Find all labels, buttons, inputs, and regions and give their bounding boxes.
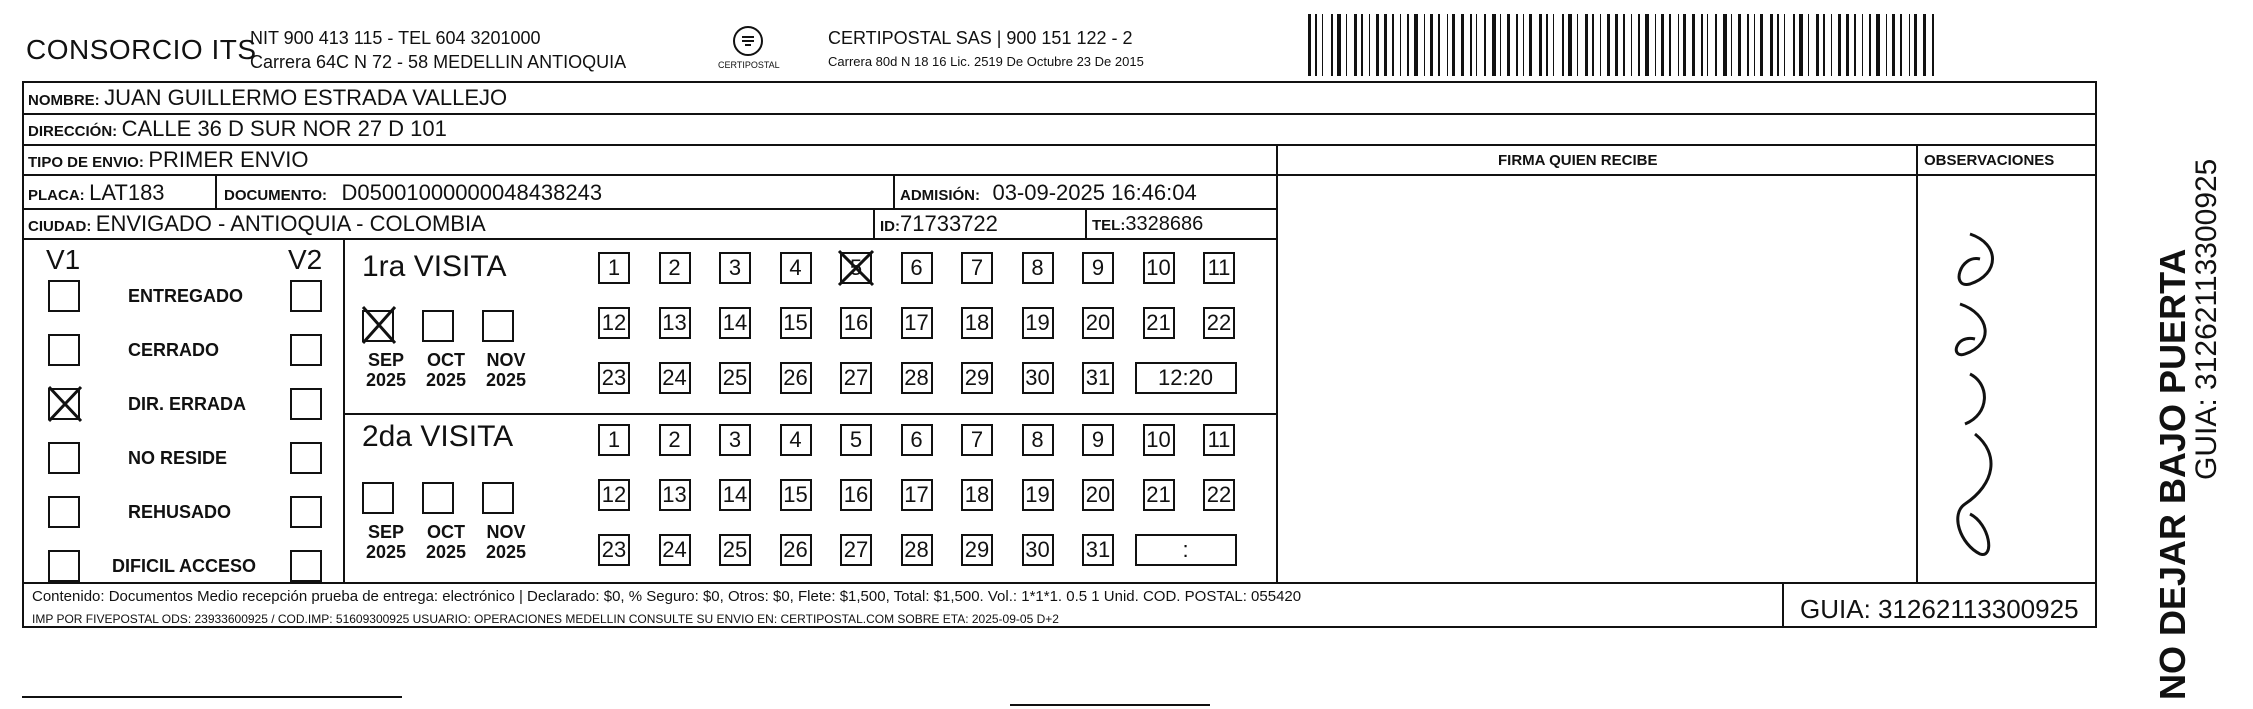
logo-icon [731, 24, 765, 58]
day-box-24[interactable]: 24 [659, 362, 691, 394]
month-checkbox-oct[interactable] [422, 310, 454, 342]
direccion-value: CALLE 36 D SUR NOR 27 D 101 [121, 116, 447, 141]
day-box-7[interactable]: 7 [961, 424, 993, 456]
row-divider [22, 144, 2097, 146]
day-box-16[interactable]: 16 [840, 479, 872, 511]
status-v2-checkbox[interactable] [290, 334, 322, 366]
footer-divider [22, 582, 2097, 584]
nombre-value: JUAN GUILLERMO ESTRADA VALLEJO [104, 85, 508, 110]
day-box-30[interactable]: 30 [1022, 534, 1054, 566]
status-v1-checkbox[interactable] [48, 496, 80, 528]
day-box-1[interactable]: 1 [598, 252, 630, 284]
day-box-23[interactable]: 23 [598, 534, 630, 566]
status-label: REHUSADO [128, 502, 232, 522]
ciudad-value: ENVIGADO - ANTIOQUIA - COLOMBIA [95, 211, 486, 236]
status-label: NO RESIDE [128, 448, 228, 468]
day-box-18[interactable]: 18 [961, 479, 993, 511]
day-box-17[interactable]: 17 [901, 479, 933, 511]
row-divider [22, 208, 1277, 210]
brand-name: CONSORCIO ITS [26, 34, 257, 65]
day-box-8[interactable]: 8 [1022, 252, 1054, 284]
day-box-18[interactable]: 18 [961, 307, 993, 339]
cell-divider [1085, 208, 1087, 238]
month-check-mark [360, 304, 398, 346]
v1-check-mark [46, 384, 84, 424]
row-divider [22, 113, 2097, 115]
month-label: NOV 2025 [485, 522, 527, 562]
day-box-28[interactable]: 28 [901, 534, 933, 566]
barcode [1308, 14, 1940, 76]
documento-cell [224, 180, 602, 206]
day-box-29[interactable]: 29 [961, 534, 993, 566]
id-value: 71733722 [900, 211, 998, 236]
row-divider [22, 174, 2097, 176]
day-box-28[interactable]: 28 [901, 362, 933, 394]
status-v2-checkbox[interactable] [290, 496, 322, 528]
tipo-label: TIPO DE ENVIO: [28, 154, 144, 171]
day-box-9[interactable]: 9 [1082, 424, 1114, 456]
id-cell [880, 211, 998, 237]
documento-value: D05001000000048438243 [341, 180, 603, 205]
status-label: DIFICIL ACCESO [112, 556, 257, 576]
day-box-5[interactable]: 5 [840, 252, 872, 284]
day-box-11[interactable]: 11 [1203, 424, 1235, 456]
visit-col-divider [343, 238, 345, 582]
nombre-label: NOMBRE: [28, 92, 100, 109]
certipostal-logo [718, 24, 778, 78]
day-box-31[interactable]: 31 [1082, 362, 1114, 394]
day-box-14[interactable]: 14 [719, 307, 751, 339]
day-box-29[interactable]: 29 [961, 362, 993, 394]
day-box-5[interactable]: 5 [840, 424, 872, 456]
day-box-26[interactable]: 26 [780, 534, 812, 566]
row-divider [22, 238, 1277, 240]
observaciones-header: OBSERVACIONES [1924, 152, 2055, 169]
col-divider [2095, 144, 2097, 582]
month-label: NOV 2025 [485, 350, 527, 390]
status-v2-checkbox[interactable] [290, 280, 322, 312]
handwritten-signature [1920, 214, 2020, 574]
footer-guia: GUIA: 31262113300925 [1800, 594, 2079, 624]
day-box-20[interactable]: 20 [1082, 307, 1114, 339]
day-box-13[interactable]: 13 [659, 307, 691, 339]
day-box-13[interactable]: 13 [659, 479, 691, 511]
status-v1-checkbox[interactable] [48, 550, 80, 582]
footer-contents: Contenido: Documentos Medio recepción prueba de entrega: electrónico | Declarado: $0, % Seguro: $0, Otros: $0, Flete: $1,500, Total: $1,500. Vol.: 1*1*1. 0.5 1 Unid. COD. POSTAL: 055420 [32, 588, 1302, 605]
time-box[interactable]: : [1135, 534, 1237, 566]
carrier-license: Carrera 80d N 18 16 Lic. 2519 De Octubre 23 De 2015 [828, 54, 1144, 69]
status-v1-checkbox[interactable] [48, 442, 80, 474]
status-label: CERRADO [128, 340, 220, 360]
day-box-27[interactable]: 27 [840, 534, 872, 566]
month-checkbox-sep[interactable] [362, 482, 394, 514]
status-label: ENTREGADO [128, 286, 244, 306]
status-label: DIR. ERRADA [128, 394, 247, 414]
day-box-2[interactable]: 2 [659, 424, 691, 456]
documento-label: DOCUMENTO: [224, 187, 328, 204]
visit2-title: 2da VISITA [362, 420, 514, 453]
cell-divider [215, 174, 217, 208]
status-v1-checkbox[interactable] [48, 334, 80, 366]
day-box-11[interactable]: 11 [1203, 252, 1235, 284]
day-box-30[interactable]: 30 [1022, 362, 1054, 394]
day-box-12[interactable]: 12 [598, 479, 630, 511]
carrier-name: CERTIPOSTAL SAS | 900 151 122 - 2 [828, 28, 1133, 48]
v1-header: V1 [46, 244, 81, 275]
day-box-17[interactable]: 17 [901, 307, 933, 339]
no-dejar-bajo-puerta: NO DEJAR BAJO PUERTA [2152, 248, 2193, 700]
tel-label: TEL: [1092, 217, 1126, 234]
admision-label: ADMISIÓN: [900, 187, 980, 204]
day-box-23[interactable]: 23 [598, 362, 630, 394]
day-box-19[interactable]: 19 [1022, 307, 1054, 339]
placa-label: PLACA: [28, 187, 85, 204]
direccion-label: DIRECCIÓN: [28, 123, 118, 140]
day-box-26[interactable]: 26 [780, 362, 812, 394]
day-box-25[interactable]: 25 [719, 362, 751, 394]
day-box-22[interactable]: 22 [1203, 479, 1235, 511]
status-v2-checkbox[interactable] [290, 388, 322, 420]
month-checkbox-nov[interactable] [482, 310, 514, 342]
placa-value: LAT183 [89, 180, 165, 205]
time-box[interactable]: 12:20 [1135, 362, 1237, 394]
month-label: OCT 2025 [425, 350, 467, 390]
visit1-title: 1ra VISITA [362, 250, 507, 283]
placa-cell [28, 180, 165, 206]
tel-value: 3328686 [1125, 213, 1204, 235]
day-box-14[interactable]: 14 [719, 479, 751, 511]
footer-guia-bottom [1782, 626, 2097, 628]
month-label: SEP 2025 [365, 522, 407, 562]
delivery-form [22, 81, 2097, 628]
day-box-9[interactable]: 9 [1082, 252, 1114, 284]
day-box-6[interactable]: 6 [901, 252, 933, 284]
carrier-info [828, 26, 1144, 74]
day-box-27[interactable]: 27 [840, 362, 872, 394]
day-box-15[interactable]: 15 [780, 479, 812, 511]
tipo-value: PRIMER ENVIO [148, 147, 309, 172]
day-box-24[interactable]: 24 [659, 534, 691, 566]
day-box-2[interactable]: 2 [659, 252, 691, 284]
logo-caption: CERTIPOSTAL [718, 60, 780, 70]
status-v2-checkbox[interactable] [290, 550, 322, 582]
day-box-10[interactable]: 10 [1143, 252, 1175, 284]
day-box-31[interactable]: 31 [1082, 534, 1114, 566]
col-divider [1276, 144, 1278, 582]
visit-divider [343, 413, 1277, 415]
side-guia: GUIA: 31262113300925 [2190, 158, 2223, 480]
day-box-6[interactable]: 6 [901, 424, 933, 456]
id-label: ID: [880, 218, 900, 235]
bottom-edge [1010, 704, 1210, 706]
month-label: OCT 2025 [425, 522, 467, 562]
month-label: SEP 2025 [365, 350, 407, 390]
day-box-4[interactable]: 4 [780, 424, 812, 456]
tel-cell [1092, 213, 1203, 236]
day-box-8[interactable]: 8 [1022, 424, 1054, 456]
company-info [250, 26, 626, 74]
day-box-15[interactable]: 15 [780, 307, 812, 339]
day-box-19[interactable]: 19 [1022, 479, 1054, 511]
v2-header: V2 [288, 244, 323, 275]
day-box-7[interactable]: 7 [961, 252, 993, 284]
status-v2-checkbox[interactable] [290, 442, 322, 474]
day-box-22[interactable]: 22 [1203, 307, 1235, 339]
bottom-edge [22, 696, 402, 698]
direccion-row [28, 116, 447, 142]
cell-divider [893, 174, 895, 208]
firma-header: FIRMA QUIEN RECIBE [1498, 152, 1658, 169]
ciudad-cell [28, 211, 486, 237]
day-check-mark [836, 248, 876, 288]
day-box-21[interactable]: 21 [1143, 479, 1175, 511]
admision-cell [900, 180, 1197, 206]
day-box-21[interactable]: 21 [1143, 307, 1175, 339]
cell-divider [873, 208, 875, 238]
day-box-20[interactable]: 20 [1082, 479, 1114, 511]
company-nit: NIT 900 413 115 - TEL 604 3201000 [250, 28, 541, 48]
ciudad-label: CIUDAD: [28, 218, 92, 235]
tipo-row [28, 147, 308, 173]
day-box-4[interactable]: 4 [780, 252, 812, 284]
admision-value: 03-09-2025 16:46:04 [992, 180, 1197, 205]
day-box-25[interactable]: 25 [719, 534, 751, 566]
footer-print-info: IMP POR FIVEPOSTAL ODS: 23933600925 / COD.IMP: 51609300925 USUARIO: OPERACIONES MEDELLIN CONSULTE SU ENVIO EN: CERTIPOSTAL.COM SOBRE ETA: 2025-09-05 D+2 [32, 612, 1059, 626]
day-box-12[interactable]: 12 [598, 307, 630, 339]
company-address: Carrera 64C N 72 - 58 MEDELLIN ANTIOQUIA [250, 52, 627, 72]
day-box-3[interactable]: 3 [719, 424, 751, 456]
month-checkbox-oct[interactable] [422, 482, 454, 514]
day-box-10[interactable]: 10 [1143, 424, 1175, 456]
day-box-16[interactable]: 16 [840, 307, 872, 339]
month-checkbox-nov[interactable] [482, 482, 514, 514]
day-box-1[interactable]: 1 [598, 424, 630, 456]
day-box-3[interactable]: 3 [719, 252, 751, 284]
col-divider [1916, 144, 1918, 582]
nombre-row [28, 85, 507, 111]
footer-col-divider [1782, 582, 1784, 628]
status-v1-checkbox[interactable] [48, 280, 80, 312]
